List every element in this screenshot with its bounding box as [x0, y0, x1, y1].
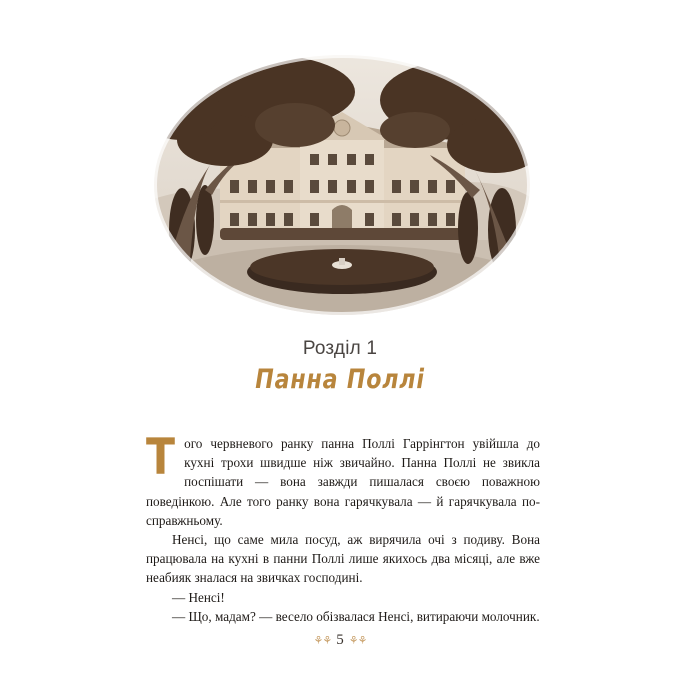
paragraph-3: — Ненсі!: [172, 589, 225, 605]
paragraph-4: — Що, мадам? — весело обізвалася Ненсі, витираючи молочник.: [172, 608, 540, 624]
page-number: 5: [336, 632, 344, 648]
paragraph-1-text: ого червневого ранку панна Поллі Гаррінгтон увійшла до кухні трохи швидше ніж звичайно. Панна Поллі не звикла поспішати — вона завжди пишалася своєю поважною поведінкою. Але того ранку вона гарячкувала — й гарячкувала по-справжньому.: [146, 436, 540, 528]
page-footer: [0, 632, 680, 649]
chapter-body: [146, 428, 540, 626]
drop-cap: Т: [146, 428, 175, 486]
ornament-left-icon: ⚘⚘: [313, 635, 332, 647]
chapter-label: Розділ 1: [302, 338, 378, 359]
chapter-illustration: [150, 50, 535, 320]
paragraph-1: [146, 428, 540, 530]
ornament-right-icon: ⚘⚘: [348, 635, 367, 647]
chapter-title: Панна Поллі: [255, 364, 425, 395]
paragraph-2: Ненсі, що саме мила посуд, аж вирячила очі з подиву. Вона працювала на кухні в панни Поллі лише якихось два місяці, але вже неабияк зналася на звичках господині.: [146, 532, 540, 586]
